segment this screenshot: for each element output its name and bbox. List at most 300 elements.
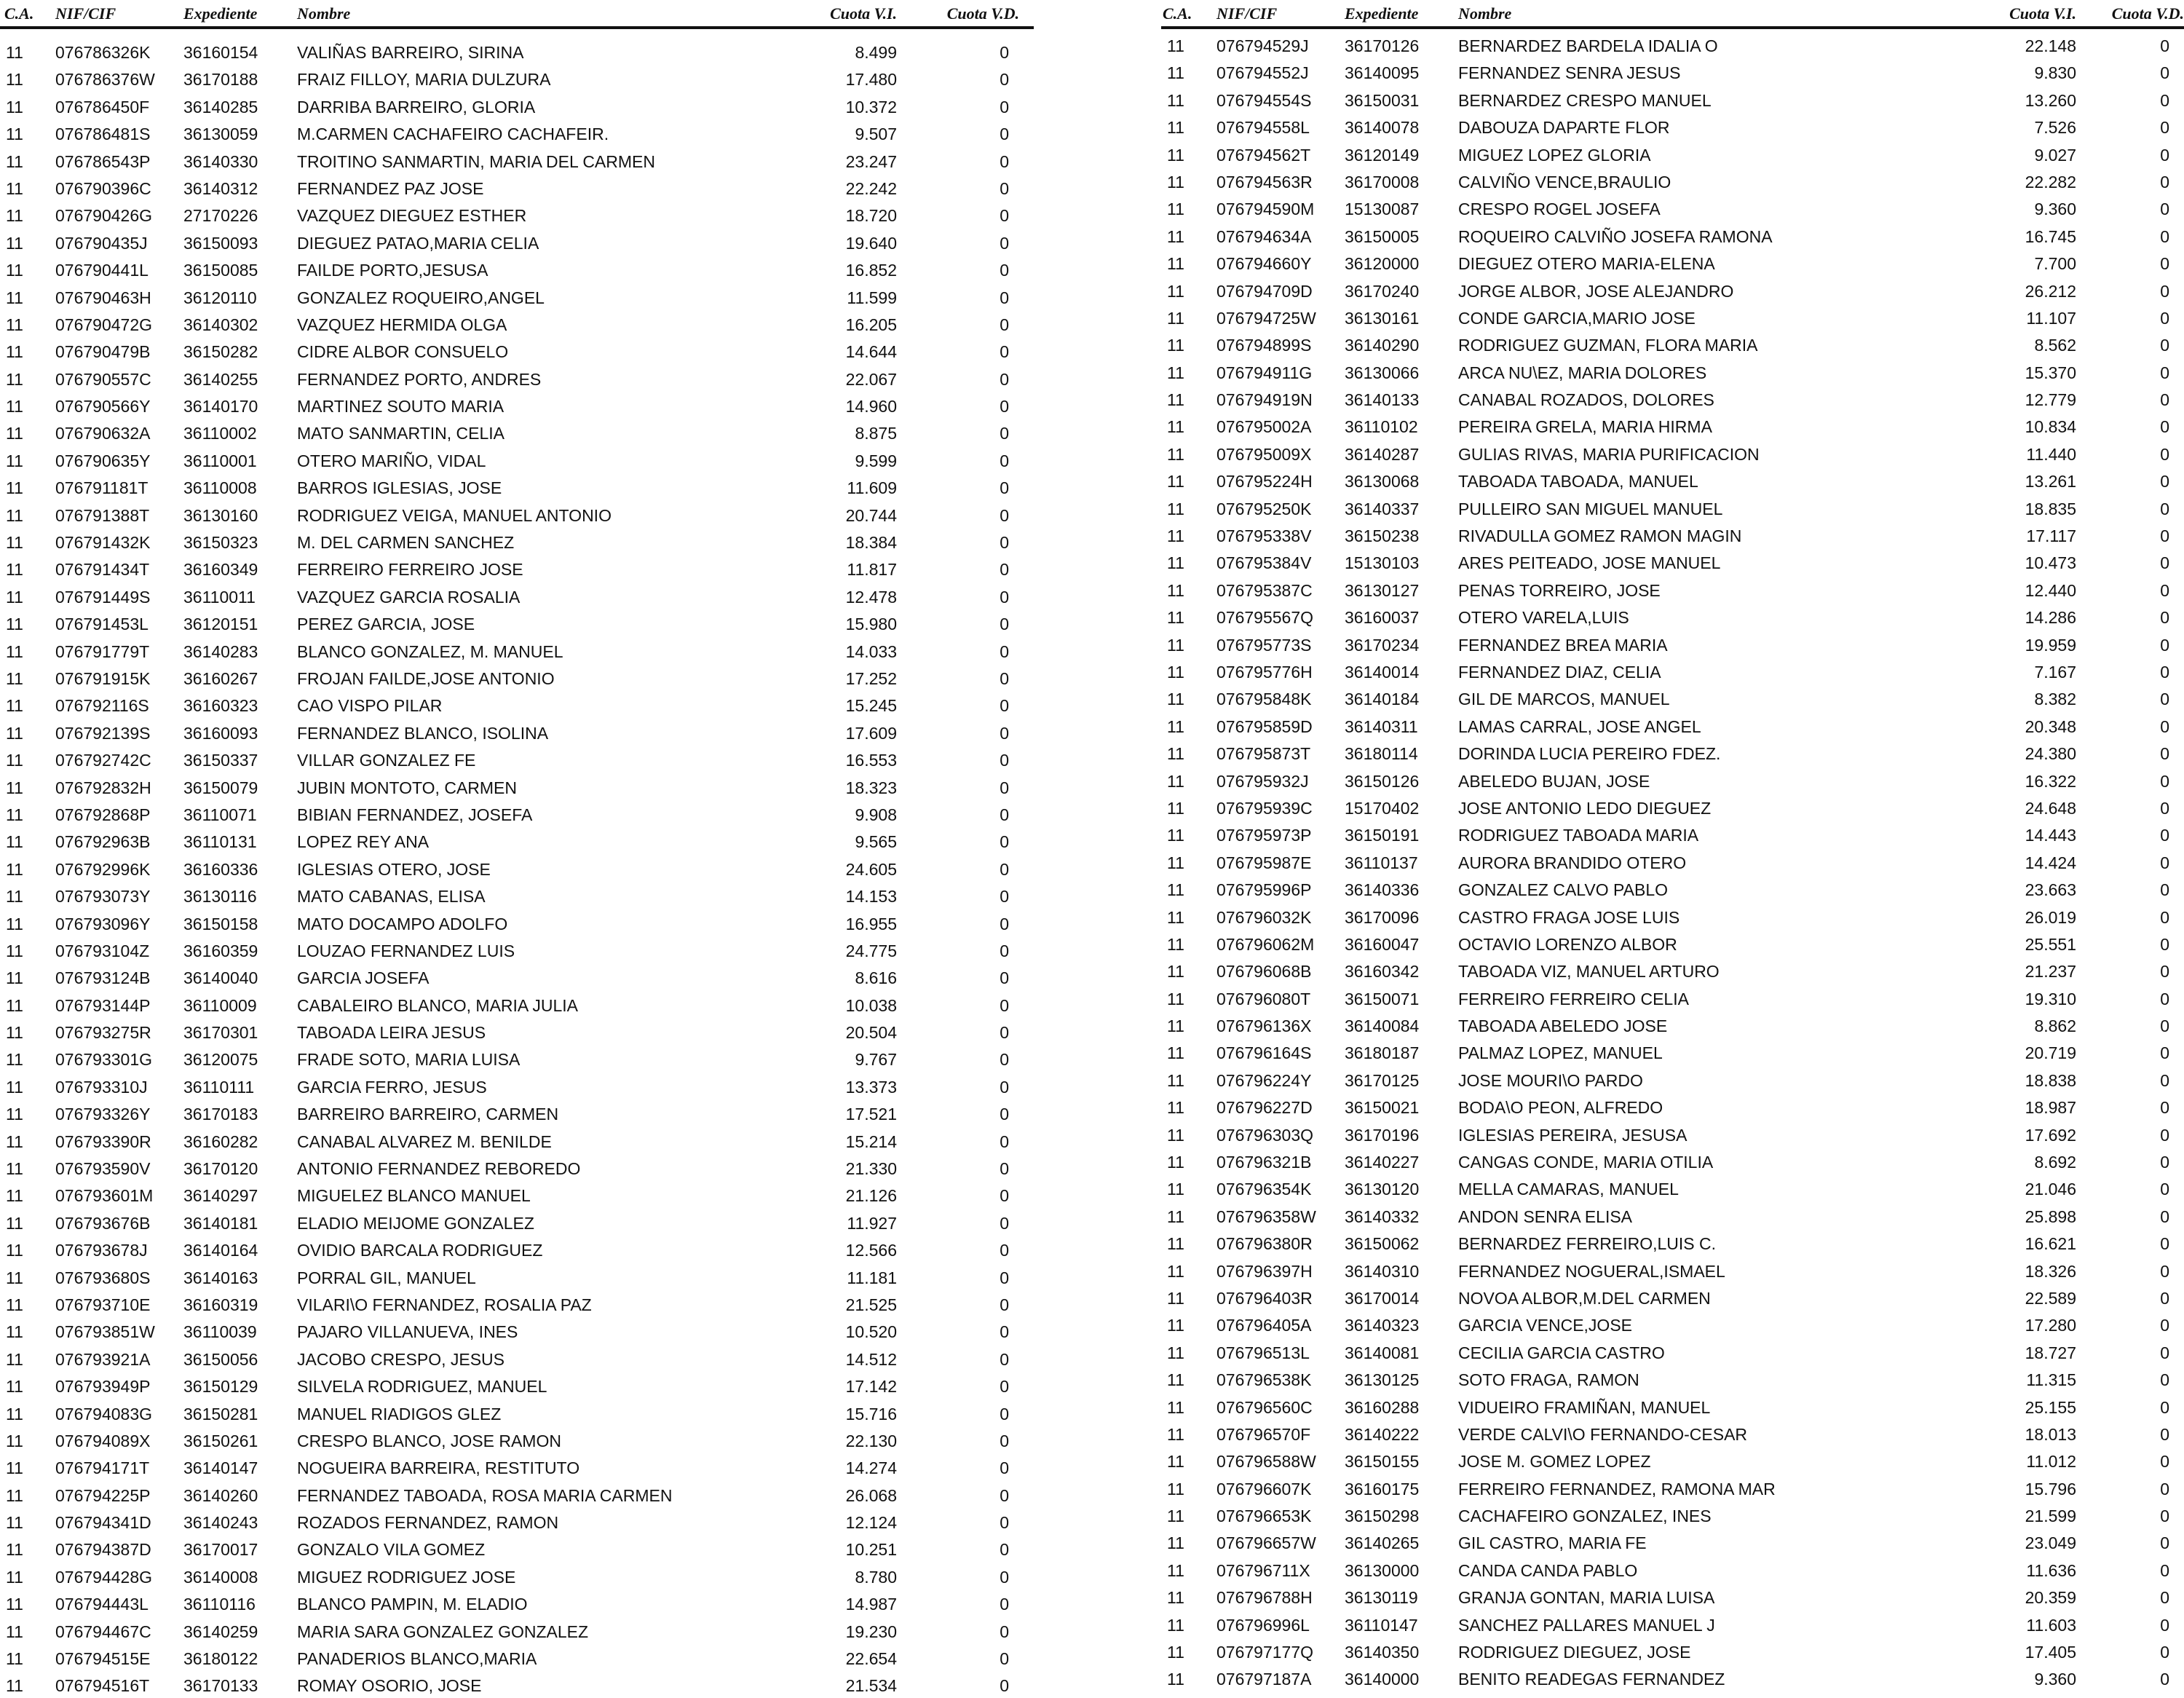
cell-expediente: 36170183 bbox=[183, 1105, 258, 1124]
table-row bbox=[1161, 1392, 2184, 1419]
cell-nombre: MIGUEZ LOPEZ GLORIA bbox=[1458, 145, 1651, 165]
cell-ca: 11 bbox=[1167, 1560, 1184, 1580]
header-nif: NIF/CIF bbox=[55, 4, 116, 23]
table-row bbox=[1161, 466, 2184, 493]
cell-nombre: M. DEL CARMEN SANCHEZ bbox=[297, 533, 515, 553]
cell-cuota-vi: 18.013 bbox=[2025, 1424, 2076, 1444]
cell-nombre: ANTONIO FERNANDEZ REBOREDO bbox=[297, 1159, 581, 1179]
cell-nif: 076792963B bbox=[55, 832, 151, 852]
cell-nombre: TROITINO SANMARTIN, MARIA DEL CARMEN bbox=[297, 151, 655, 171]
cell-ca: 11 bbox=[1167, 526, 1184, 546]
cell-nif: 076791432K bbox=[55, 533, 151, 553]
table-row bbox=[1161, 548, 2184, 574]
cell-expediente: 36160336 bbox=[183, 859, 258, 879]
table-row bbox=[1161, 1555, 2184, 1582]
cell-nif: 076794515E bbox=[55, 1649, 151, 1669]
cell-expediente: 36160282 bbox=[183, 1132, 258, 1151]
cell-ca: 11 bbox=[1167, 580, 1184, 600]
table-row bbox=[1161, 1610, 2184, 1637]
cell-nombre: MATO CABANAS, ELISA bbox=[297, 887, 486, 907]
cell-cuota-vd: 0 bbox=[1000, 505, 1009, 525]
header-cuota-vi: Cuota V.I. bbox=[830, 4, 897, 23]
cell-nombre: CANABAL ALVAREZ M. BENILDE bbox=[297, 1132, 552, 1151]
cell-cuota-vd: 0 bbox=[1000, 315, 1009, 334]
cell-nombre: BLANCO GONZALEZ, M. MANUEL bbox=[297, 641, 563, 661]
cell-cuota-vd: 0 bbox=[1000, 587, 1009, 607]
cell-nombre: OVIDIO BARCALA RODRIGUEZ bbox=[297, 1241, 543, 1260]
cell-cuota-vd: 0 bbox=[2160, 662, 2169, 682]
cell-cuota-vi: 22.148 bbox=[2025, 36, 2076, 55]
cell-nif: 076797187A bbox=[1216, 1670, 1312, 1689]
cell-expediente: 36140302 bbox=[183, 315, 258, 334]
cell-cuota-vd: 0 bbox=[2160, 798, 2169, 818]
cell-expediente: 36150155 bbox=[1345, 1452, 1420, 1472]
cell-nif: 076794660Y bbox=[1216, 254, 1312, 274]
cell-nif: 076797177Q bbox=[1216, 1643, 1314, 1662]
table-row bbox=[1161, 575, 2184, 602]
table-row bbox=[1161, 194, 2184, 221]
cell-expediente: 36140040 bbox=[183, 968, 258, 988]
cell-expediente: 36180187 bbox=[1345, 1043, 1420, 1063]
cell-ca: 11 bbox=[1167, 1016, 1184, 1036]
cell-nif: 076793390R bbox=[55, 1132, 151, 1151]
cell-expediente: 36140260 bbox=[183, 1485, 258, 1505]
cell-cuota-vi: 12.566 bbox=[845, 1241, 897, 1260]
cell-cuota-vd: 0 bbox=[1000, 533, 1009, 553]
table-row bbox=[1161, 330, 2184, 357]
cell-nombre: GULIAS RIVAS, MARIA PURIFICACION bbox=[1458, 444, 1760, 464]
cell-cuota-vd: 0 bbox=[1000, 1349, 1009, 1369]
cell-nombre: IGLESIAS PEREIRA, JESUSA bbox=[1458, 1125, 1688, 1145]
cell-ca: 11 bbox=[1167, 1643, 1184, 1662]
cell-ca: 11 bbox=[6, 587, 23, 607]
cell-expediente: 36120000 bbox=[1345, 254, 1420, 274]
table-row bbox=[0, 826, 1034, 853]
table-row bbox=[0, 1235, 1034, 1262]
cell-nif: 076796164S bbox=[1216, 1043, 1312, 1063]
cell-expediente: 36160359 bbox=[183, 941, 258, 960]
cell-nombre: GARCIA VENCE,JOSE bbox=[1458, 1316, 1633, 1335]
cell-nif: 076790441L bbox=[55, 261, 149, 280]
cell-nombre: CALVIÑO VENCE,BRAULIO bbox=[1458, 172, 1671, 191]
table-row bbox=[1161, 793, 2184, 820]
cell-cuota-vd: 0 bbox=[1000, 1023, 1009, 1043]
cell-nif: 076796657W bbox=[1216, 1533, 1316, 1553]
cell-cuota-vi: 11.012 bbox=[2026, 1452, 2076, 1472]
cell-cuota-vd: 0 bbox=[1000, 478, 1009, 498]
cell-nif: 076790463H bbox=[55, 288, 151, 307]
cell-expediente: 36150298 bbox=[1345, 1507, 1420, 1526]
cell-expediente: 36150323 bbox=[183, 533, 258, 553]
cell-nombre: CACHAFEIRO GONZALEZ, INES bbox=[1458, 1507, 1712, 1526]
cell-cuota-vd: 0 bbox=[1000, 778, 1009, 797]
table-row bbox=[0, 554, 1034, 581]
cell-cuota-vd: 0 bbox=[2160, 853, 2169, 872]
cell-cuota-vd: 0 bbox=[2160, 1261, 2169, 1281]
table-row bbox=[0, 173, 1034, 200]
cell-nombre: CECILIA GARCIA CASTRO bbox=[1458, 1343, 1665, 1362]
table-row bbox=[0, 255, 1034, 282]
cell-expediente: 36130116 bbox=[183, 887, 257, 907]
cell-cuota-vd: 0 bbox=[2160, 472, 2169, 491]
cell-cuota-vd: 0 bbox=[1000, 968, 1009, 988]
cell-cuota-vi: 17.280 bbox=[2025, 1316, 2076, 1335]
cell-nombre: FERNANDEZ PAZ JOSE bbox=[297, 178, 484, 198]
cell-expediente: 36140000 bbox=[1345, 1670, 1420, 1689]
cell-cuota-vi: 16.553 bbox=[845, 751, 897, 770]
cell-nombre: SOTO FRAGA, RAMON bbox=[1458, 1370, 1639, 1390]
cell-ca: 11 bbox=[6, 424, 23, 443]
cell-nombre: GARCIA JOSEFA bbox=[297, 968, 430, 988]
cell-ca: 11 bbox=[6, 451, 23, 470]
cell-cuota-vi: 10.251 bbox=[845, 1540, 897, 1560]
table-row bbox=[1161, 1038, 2184, 1065]
cell-ca: 11 bbox=[1167, 662, 1184, 682]
cell-cuota-vi: 17.252 bbox=[845, 668, 897, 688]
cell-ca: 11 bbox=[1167, 1452, 1184, 1472]
table-row bbox=[1161, 439, 2184, 466]
cell-cuota-vi: 20.504 bbox=[845, 1023, 897, 1043]
cell-ca: 11 bbox=[1167, 390, 1184, 410]
cell-expediente: 36150056 bbox=[183, 1349, 258, 1369]
cell-expediente: 36130125 bbox=[1345, 1370, 1420, 1390]
cell-cuota-vi: 25.898 bbox=[2025, 1207, 2076, 1226]
cell-expediente: 36140287 bbox=[1345, 444, 1420, 464]
cell-cuota-vd: 0 bbox=[2160, 553, 2169, 573]
cell-cuota-vd: 0 bbox=[1000, 125, 1009, 144]
cell-ca: 11 bbox=[1167, 308, 1184, 328]
cell-cuota-vi: 21.046 bbox=[2025, 1180, 2076, 1199]
cell-cuota-vd: 0 bbox=[2160, 1533, 2169, 1553]
cell-nombre: BERNARDEZ BARDELA IDALIA O bbox=[1458, 36, 1718, 55]
cell-expediente: 36140255 bbox=[183, 369, 258, 389]
cell-ca: 11 bbox=[6, 1595, 23, 1614]
cell-ca: 11 bbox=[6, 1540, 23, 1560]
cell-ca: 11 bbox=[1167, 226, 1184, 246]
cell-cuota-vd: 0 bbox=[1000, 151, 1009, 171]
cell-nif: 076794387D bbox=[55, 1540, 151, 1560]
cell-cuota-vi: 7.526 bbox=[2034, 118, 2076, 138]
cell-nombre: LAMAS CARRAL, JOSE ANGEL bbox=[1458, 716, 1701, 736]
cell-cuota-vd: 0 bbox=[2160, 1125, 2169, 1145]
cell-cuota-vd: 0 bbox=[1000, 751, 1009, 770]
cell-expediente: 36140330 bbox=[183, 151, 258, 171]
cell-cuota-vd: 0 bbox=[2160, 363, 2169, 382]
cell-cuota-vd: 0 bbox=[1000, 641, 1009, 661]
cell-cuota-vi: 10.372 bbox=[845, 97, 897, 117]
cell-cuota-vi: 9.599 bbox=[855, 451, 897, 470]
cell-expediente: 36140283 bbox=[183, 641, 258, 661]
cell-cuota-vi: 18.835 bbox=[2025, 499, 2076, 518]
cell-expediente: 36170017 bbox=[183, 1540, 258, 1560]
cell-nif: 076794554S bbox=[1216, 90, 1312, 110]
cell-nombre: BARREIRO BARREIRO, CARMEN bbox=[297, 1105, 559, 1124]
cell-nombre: CIDRE ALBOR CONSUELO bbox=[297, 342, 509, 362]
table-row bbox=[0, 64, 1034, 91]
cell-expediente: 36140170 bbox=[183, 397, 258, 416]
cell-expediente: 36110008 bbox=[183, 478, 257, 498]
cell-expediente: 36140081 bbox=[1345, 1343, 1420, 1362]
cell-expediente: 36140311 bbox=[1345, 716, 1418, 736]
cell-cuota-vd: 0 bbox=[1000, 1050, 1009, 1070]
cell-cuota-vd: 0 bbox=[1000, 1377, 1009, 1397]
cell-ca: 11 bbox=[6, 1431, 23, 1450]
cell-cuota-vd: 0 bbox=[1000, 859, 1009, 879]
cell-ca: 11 bbox=[6, 1186, 23, 1206]
cell-nombre: SILVELA RODRIGUEZ, MANUEL bbox=[297, 1377, 547, 1397]
cell-cuota-vi: 7.700 bbox=[2034, 254, 2076, 274]
table-row bbox=[1161, 384, 2184, 411]
cell-cuota-vd: 0 bbox=[1000, 1485, 1009, 1505]
table-row bbox=[1161, 1120, 2184, 1147]
cell-cuota-vi: 18.987 bbox=[2025, 1098, 2076, 1118]
cell-cuota-vi: 17.405 bbox=[2025, 1643, 2076, 1662]
cell-nif: 076792868P bbox=[55, 805, 151, 824]
cell-cuota-vd: 0 bbox=[2160, 771, 2169, 791]
table-row bbox=[1161, 1446, 2184, 1473]
cell-nif: 076796224Y bbox=[1216, 1070, 1312, 1090]
table-row bbox=[1161, 738, 2184, 765]
cell-nif: 076793096Y bbox=[55, 914, 151, 933]
cell-nombre: VILARI\O FERNANDEZ, ROSALIA PAZ bbox=[297, 1295, 592, 1314]
cell-expediente: 36170014 bbox=[1345, 1288, 1420, 1308]
cell-ca: 11 bbox=[6, 560, 23, 580]
cell-cuota-vi: 9.507 bbox=[855, 125, 897, 144]
cell-expediente: 36140008 bbox=[183, 1567, 258, 1587]
cell-cuota-vd: 0 bbox=[1000, 805, 1009, 824]
cell-nif: 076791449S bbox=[55, 587, 151, 607]
cell-cuota-vd: 0 bbox=[2160, 1560, 2169, 1580]
cell-cuota-vd: 0 bbox=[1000, 1458, 1009, 1478]
cell-nif: 076790635Y bbox=[55, 451, 151, 470]
cell-ca: 11 bbox=[1167, 90, 1184, 110]
cell-nif: 076793710E bbox=[55, 1295, 151, 1314]
table-row bbox=[1161, 874, 2184, 901]
cell-ca: 11 bbox=[1167, 417, 1184, 437]
cell-expediente: 36160154 bbox=[183, 43, 258, 62]
cell-cuota-vi: 24.648 bbox=[2025, 798, 2076, 818]
cell-nombre: LOUZAO FERNANDEZ LUIS bbox=[297, 941, 515, 960]
table-row bbox=[1161, 276, 2184, 303]
cell-cuota-vi: 10.520 bbox=[845, 1322, 897, 1342]
table-row bbox=[1161, 1365, 2184, 1391]
cell-nombre: MATO DOCAMPO ADOLFO bbox=[297, 914, 508, 933]
cell-ca: 11 bbox=[1167, 608, 1184, 628]
cell-cuota-vi: 9.360 bbox=[2034, 1670, 2076, 1689]
cell-ca: 11 bbox=[6, 1159, 23, 1179]
cell-nif: 076795939C bbox=[1216, 798, 1313, 818]
cell-nif: 076793073Y bbox=[55, 887, 151, 907]
cell-cuota-vd: 0 bbox=[1000, 97, 1009, 117]
table-row bbox=[0, 718, 1034, 745]
cell-nombre: FERNANDEZ DIAZ, CELIA bbox=[1458, 662, 1661, 682]
table-row bbox=[1161, 167, 2184, 194]
cell-nombre: OTERO VARELA,LUIS bbox=[1458, 608, 1629, 628]
cell-nif: 076793851W bbox=[55, 1322, 155, 1342]
table-row bbox=[0, 1290, 1034, 1316]
cell-ca: 11 bbox=[1167, 553, 1184, 573]
cell-cuota-vd: 0 bbox=[1000, 1322, 1009, 1342]
table-row bbox=[0, 1208, 1034, 1235]
cell-nif: 076795932J bbox=[1216, 771, 1309, 791]
cell-cuota-vi: 9.360 bbox=[2034, 200, 2076, 219]
cell-cuota-vd: 0 bbox=[2160, 1207, 2169, 1226]
cell-ca: 11 bbox=[6, 1241, 23, 1260]
table-row bbox=[0, 799, 1034, 826]
cell-expediente: 36130161 bbox=[1345, 308, 1420, 328]
cell-ca: 11 bbox=[6, 70, 23, 90]
cell-cuota-vi: 11.603 bbox=[2026, 1615, 2076, 1635]
cell-cuota-vd: 0 bbox=[1000, 1295, 1009, 1314]
cell-nif: 076795859D bbox=[1216, 716, 1313, 736]
header-expediente: Expediente bbox=[1345, 4, 1419, 23]
cell-cuota-vi: 17.142 bbox=[845, 1377, 897, 1397]
cell-expediente: 36130066 bbox=[1345, 363, 1420, 382]
cell-cuota-vi: 22.130 bbox=[845, 1431, 897, 1450]
cell-ca: 11 bbox=[6, 641, 23, 661]
cell-cuota-vd: 0 bbox=[2160, 1670, 2169, 1689]
cell-cuota-vd: 0 bbox=[2160, 989, 2169, 1008]
cell-ca: 11 bbox=[6, 968, 23, 988]
cell-cuota-vd: 0 bbox=[1000, 1159, 1009, 1179]
cell-ca: 11 bbox=[6, 505, 23, 525]
table-row bbox=[0, 1480, 1034, 1507]
cell-nombre: GONZALEZ ROQUEIRO,ANGEL bbox=[297, 288, 545, 307]
cell-cuota-vi: 8.499 bbox=[855, 43, 897, 62]
cell-ca: 11 bbox=[1167, 744, 1184, 764]
cell-nif: 076790426G bbox=[55, 206, 153, 226]
cell-nif: 076790396C bbox=[55, 178, 151, 198]
cell-cuota-vd: 0 bbox=[1000, 1513, 1009, 1533]
table-row bbox=[0, 364, 1034, 391]
table-row bbox=[1161, 1338, 2184, 1365]
cell-nombre: FERREIRO FERNANDEZ, RAMONA MAR bbox=[1458, 1479, 1776, 1498]
table-row bbox=[1161, 1283, 2184, 1310]
cell-cuota-vd: 0 bbox=[1000, 1077, 1009, 1097]
cell-ca: 11 bbox=[6, 369, 23, 389]
cell-nombre: BERNARDEZ FERREIRO,LUIS C. bbox=[1458, 1234, 1716, 1254]
table-row bbox=[0, 1072, 1034, 1099]
table-row bbox=[0, 963, 1034, 990]
cell-nombre: BIBIAN FERNANDEZ, JOSEFA bbox=[297, 805, 533, 824]
cell-nombre: PANADERIOS BLANCO,MARIA bbox=[297, 1649, 537, 1669]
cell-cuota-vi: 20.359 bbox=[2025, 1588, 2076, 1608]
cell-nombre: TABOADA LEIRA JESUS bbox=[297, 1023, 486, 1043]
cell-nif: 076795250K bbox=[1216, 499, 1312, 518]
table-row bbox=[0, 1017, 1034, 1044]
cell-cuota-vd: 0 bbox=[1000, 560, 1009, 580]
table-row bbox=[1161, 630, 2184, 657]
cell-ca: 11 bbox=[1167, 798, 1184, 818]
cell-nombre: FERREIRO FERREIRO JOSE bbox=[297, 560, 523, 580]
cell-nif: 076795873T bbox=[1216, 744, 1311, 764]
cell-cuota-vi: 15.716 bbox=[845, 1404, 897, 1423]
cell-nif: 076796405A bbox=[1216, 1316, 1312, 1335]
cell-nif: 076794725W bbox=[1216, 308, 1316, 328]
cell-cuota-vi: 12.478 bbox=[845, 587, 897, 607]
cell-cuota-vi: 8.780 bbox=[855, 1567, 897, 1587]
cell-nombre: PORRAL GIL, MANUEL bbox=[297, 1268, 476, 1287]
cell-nif: 076794467C bbox=[55, 1622, 151, 1641]
cell-ca: 11 bbox=[6, 315, 23, 334]
cell-cuota-vi: 16.621 bbox=[2025, 1234, 2076, 1254]
cell-cuota-vi: 18.727 bbox=[2025, 1343, 2076, 1362]
cell-cuota-vd: 0 bbox=[2160, 90, 2169, 110]
cell-expediente: 36150062 bbox=[1345, 1234, 1420, 1254]
cell-nif: 076795224H bbox=[1216, 472, 1313, 491]
cell-cuota-vi: 22.067 bbox=[845, 369, 897, 389]
cell-expediente: 36160323 bbox=[183, 696, 258, 716]
cell-nombre: LOPEZ REY ANA bbox=[297, 832, 430, 852]
cell-cuota-vi: 8.616 bbox=[855, 968, 897, 988]
cell-expediente: 36160288 bbox=[1345, 1397, 1420, 1417]
cell-cuota-vd: 0 bbox=[1000, 369, 1009, 389]
cell-nombre: IGLESIAS OTERO, JOSE bbox=[297, 859, 491, 879]
cell-nombre: FERNANDEZ PORTO, ANDRES bbox=[297, 369, 542, 389]
cell-nif: 076796321B bbox=[1216, 1153, 1312, 1172]
cell-cuota-vi: 23.663 bbox=[2025, 880, 2076, 900]
cell-ca: 11 bbox=[6, 1050, 23, 1070]
cell-ca: 11 bbox=[6, 533, 23, 553]
table-row bbox=[0, 1371, 1034, 1398]
cell-ca: 11 bbox=[6, 206, 23, 226]
cell-cuota-vi: 17.609 bbox=[845, 723, 897, 743]
cell-expediente: 36140095 bbox=[1345, 63, 1420, 83]
cell-nif: 076786376W bbox=[55, 70, 155, 90]
cell-ca: 11 bbox=[6, 97, 23, 117]
cell-ca: 11 bbox=[6, 1213, 23, 1233]
cell-ca: 11 bbox=[1167, 63, 1184, 83]
cell-nombre: JUBIN MONTOTO, CARMEN bbox=[297, 778, 517, 797]
cell-nombre: PALMAZ LOPEZ, MANUEL bbox=[1458, 1043, 1663, 1063]
cell-nombre: VALIÑAS BARREIRO, SIRINA bbox=[297, 43, 524, 62]
cell-expediente: 36140332 bbox=[1345, 1207, 1420, 1226]
table-row bbox=[0, 1316, 1034, 1343]
table-row bbox=[0, 1507, 1034, 1534]
cell-cuota-vi: 18.323 bbox=[845, 778, 897, 797]
cell-expediente: 36120149 bbox=[1345, 145, 1420, 165]
cell-cuota-vd: 0 bbox=[2160, 826, 2169, 845]
cell-nif: 076786326K bbox=[55, 43, 151, 62]
cell-ca: 11 bbox=[1167, 145, 1184, 165]
cell-ca: 11 bbox=[6, 1377, 23, 1397]
cell-expediente: 36140285 bbox=[183, 97, 258, 117]
header-nombre: Nombre bbox=[1458, 4, 1512, 23]
cell-nombre: FRADE SOTO, MARIA LUISA bbox=[297, 1050, 521, 1070]
table-row bbox=[1161, 820, 2184, 847]
cell-nif: 076794563R bbox=[1216, 172, 1313, 191]
cell-ca: 11 bbox=[1167, 1397, 1184, 1417]
cell-nombre: CONDE GARCIA,MARIO JOSE bbox=[1458, 308, 1696, 328]
cell-nombre: ROQUEIRO CALVIÑO JOSEFA RAMONA bbox=[1458, 226, 1773, 246]
table-row bbox=[0, 146, 1034, 173]
cell-cuota-vd: 0 bbox=[1000, 424, 1009, 443]
cell-nif: 076794919N bbox=[1216, 390, 1313, 410]
cell-cuota-vi: 14.987 bbox=[845, 1595, 897, 1614]
cell-nif: 076793275R bbox=[55, 1023, 151, 1043]
cell-nombre: ROZADOS FERNANDEZ, RAMON bbox=[297, 1513, 559, 1533]
cell-nombre: FERNANDEZ NOGUERAL,ISMAEL bbox=[1458, 1261, 1725, 1281]
table-row bbox=[0, 37, 1034, 64]
cell-expediente: 36110131 bbox=[183, 832, 257, 852]
cell-nif: 076794562T bbox=[1216, 145, 1311, 165]
cell-cuota-vi: 24.775 bbox=[845, 941, 897, 960]
cell-cuota-vi: 14.286 bbox=[2025, 608, 2076, 628]
cell-ca: 11 bbox=[1167, 1479, 1184, 1498]
cell-nombre: JORGE ALBOR, JOSE ALEJANDRO bbox=[1458, 281, 1734, 301]
cell-cuota-vi: 11.440 bbox=[2026, 444, 2076, 464]
table-row bbox=[0, 473, 1034, 499]
